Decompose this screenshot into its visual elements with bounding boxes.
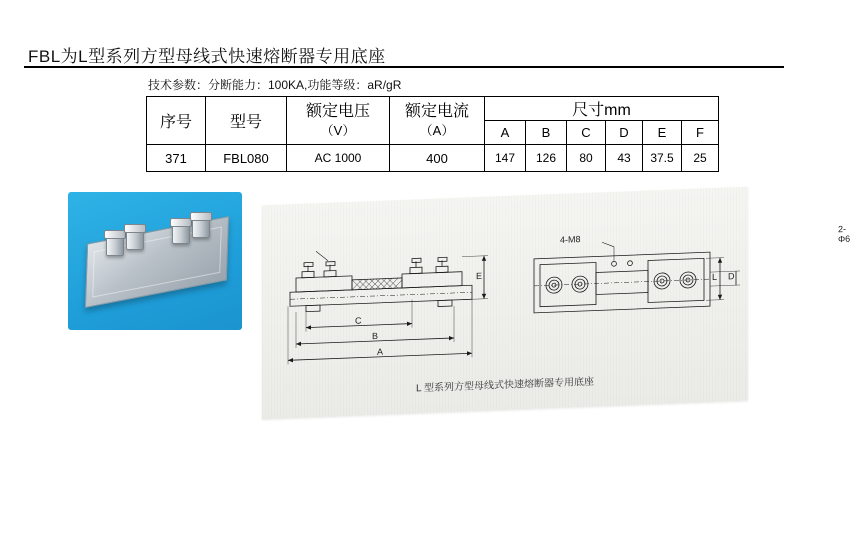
header-dim-c: C (567, 121, 606, 145)
technical-parameters-text: 技术参数：分断能力：100KA,功能等级：aR/gR (148, 78, 402, 92)
product-photo (68, 192, 242, 330)
label-2-phi6: 2-Φ6 (838, 223, 850, 245)
cell-dim-f: 25 (682, 145, 719, 172)
header-dim-e: E (643, 121, 682, 145)
label-dim-b: B (372, 330, 379, 342)
page-title: FBL为L型系列方型母线式快速熔断器专用底座 (28, 47, 386, 66)
header-dim-d: D (606, 121, 643, 145)
cell-dim-d: 43 (606, 145, 643, 172)
cell-no: 371 (147, 145, 206, 172)
label-dim-d: D (728, 271, 735, 282)
header-dim-f: F (682, 121, 719, 145)
label-dim-a: A (377, 346, 384, 357)
terminal-stud (126, 228, 144, 250)
drawing-caption: L 型系列方型母线式快速熔断器专用底座 (416, 376, 594, 395)
cell-voltage: AC 1000 (287, 145, 390, 172)
table-header-row (147, 97, 719, 121)
label-4-m8: 4-M8 (560, 234, 581, 245)
header-current-text: 额定电流 (404, 102, 469, 120)
header-model: 型号 (206, 97, 287, 145)
specification-table (146, 96, 719, 172)
header-no: 序号 (147, 97, 206, 145)
cell-dim-b: 126 (526, 145, 567, 172)
header-voltage (287, 97, 390, 145)
terminal-stud (172, 222, 190, 244)
header-voltage-text: 额定电压 (305, 102, 370, 120)
title-divider (24, 66, 784, 68)
cell-current: 400 (390, 145, 485, 172)
terminal-stud (192, 216, 210, 238)
table-row (147, 145, 719, 172)
header-dim-a: A (485, 121, 526, 145)
label-dim-l: L (712, 271, 718, 283)
cell-dim-e: 37.5 (643, 145, 682, 172)
label-dim-e: E (476, 270, 483, 282)
cell-dim-a: 147 (485, 145, 526, 172)
cell-model: FBL080 (206, 145, 287, 172)
header-current-unit: （A） (419, 122, 455, 138)
header-dimensions: 尺寸mm (485, 97, 719, 121)
header-current (390, 97, 485, 145)
terminal-stud (106, 234, 124, 256)
header-dim-b: B (526, 121, 567, 145)
technical-drawing-panel (262, 187, 850, 420)
technical-drawing (262, 187, 850, 420)
header-voltage-unit: （V） (320, 122, 356, 138)
cell-dim-c: 80 (567, 145, 606, 172)
label-dim-c: C (355, 315, 362, 326)
